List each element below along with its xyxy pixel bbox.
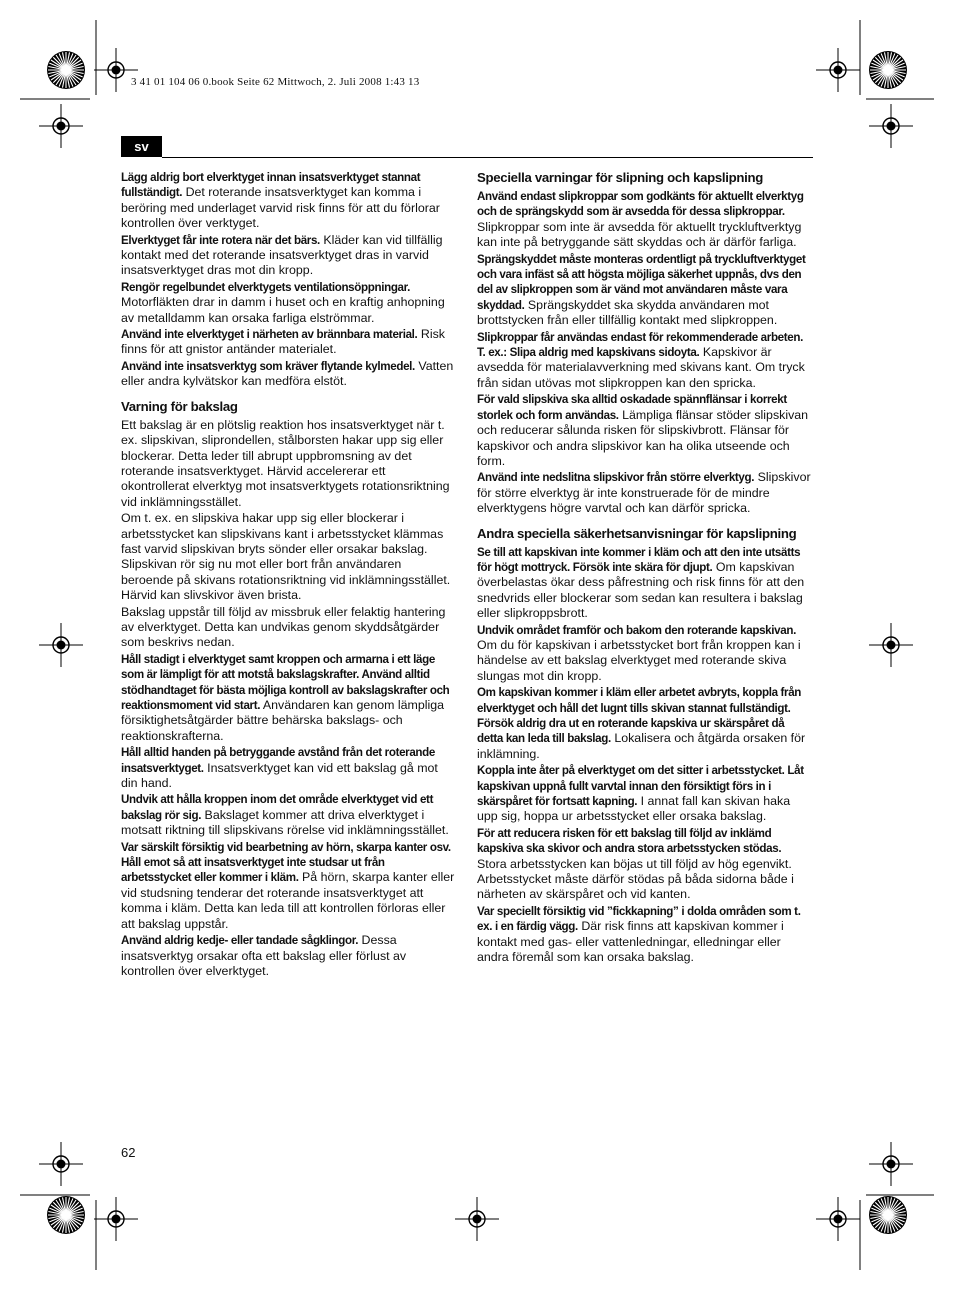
paragraph-bold-lead: Undvik att hålla kroppen inom det område elverktyget vid ett bakslag rör sig. — [121, 793, 434, 822]
paragraph — [121, 327, 457, 358]
right-column — [477, 170, 813, 967]
paragraph-text: Insatsverktyget kan vid ett bakslag gå mot din hand. — [121, 760, 438, 791]
paragraph-bold-lead: Lägg aldrig bort elverktyget innan insatsverktyget stannat fullständigt. — [121, 171, 421, 200]
paragraph — [121, 233, 457, 279]
paragraph-bold-lead: För att reducera risken för ett bakslag till följd av inklämd kapskiva ska skivor och andra stora arbetsstycken stödas. — [477, 826, 782, 856]
paragraph-bold-lead: Sprängskyddet måste monteras ordentligt på tryckluftverktyget och vara infäst så att högsta möjliga säkerhet uppnås, dvs den del av slipkroppen som är vänd mot användaren måste vara skyddad. — [477, 252, 806, 312]
paragraph-bold-lead: Håll alltid handen på betryggande avstånd från det roterande insatsverktyget. — [121, 746, 435, 775]
paragraph — [121, 933, 457, 979]
header-file-info: 3 41 01 104 06 0.book Seite 62 Mittwoch, 2. Juli 2008 1:43 13 — [131, 76, 420, 88]
paragraph — [121, 280, 457, 326]
paragraph-bold-lead: Var speciellt försiktig vid ”fickkapning” i dolda områden som t. ex. i en färdig vägg. — [477, 904, 801, 934]
paragraph — [121, 511, 457, 603]
section-heading: Speciella varningar för slipning och kapslipning — [477, 170, 764, 185]
paragraph-bold-lead: Se till att kapskivan inte kommer i kläm och att den inte utsätts för högt mottryck. Försök inte skära för djupt. — [477, 545, 801, 574]
paragraph-text: Vatten eller andra kylvätskor kan medföra elstöt. — [121, 358, 454, 389]
paragraph — [121, 840, 457, 932]
section-heading: Andra speciella säkerhetsanvisningar för kapslipning — [477, 525, 797, 541]
paragraph — [477, 470, 813, 516]
paragraph-bold-lead: Använd inte nedslitna slipskivor från större elverktyg. — [477, 471, 755, 485]
paragraph-text: Användaren kan genom lämpliga försiktighetsåtgärder bättre behärska bakslags- och reaktionskrafterna. — [121, 698, 445, 743]
paragraph — [477, 189, 813, 251]
paragraph — [477, 392, 813, 469]
paragraph-bold-lead: För vald slipskiva ska alltid oskadade spännflänsar i korrekt storlek och form användas. — [477, 393, 787, 422]
header-rule — [162, 157, 813, 158]
paragraph — [477, 904, 813, 966]
paragraph-text: Om kapskivan överbelastas ökar dess påfrestning och risk finns för att den snedvrids eller blockerar som sedan kan resultera i bakslag eller slipkroppsbrott. — [477, 559, 805, 621]
paragraph-text: På hörn, skarpa kanter eller vid studsning tenderar det roterande insatsverktyget att komma i kläm. Detta kan leda till att kontrollen förloras eller att bakslag uppstår. — [121, 870, 455, 931]
paragraph-text: Stora arbetsstycken kan böjas ut till följd av hög egenvikt. Arbetsstycket måste därför stödas på båda sidorna både i närheten av skärspåret och vid kanten. — [477, 856, 794, 902]
paragraph-text: Motorfläkten drar in damm i huset och en kraftig anhopning av metalldamm kan orsaka farliga elströmmar. — [121, 295, 445, 325]
paragraph-text: Ett bakslag är en plötslig reaktion hos insatsverktyget när t. ex. slipskivan, sliprondellen, stålborsten hakar upp sig eller blockerar. Detta leder till abrupt uppbromsning av det roterande insatsverktyget. Härvid accelererar ett okontrollerat elverktyg mot insatsverktygets rotationsriktning vid inklämningsstället. — [121, 417, 450, 509]
paragraph — [477, 685, 813, 762]
paragraph-text: Kläder kan vid tillfällig kontakt med det roterande insatsverktyget dras in varvid insatsverktyget dras mot din kropp. — [121, 232, 443, 278]
paragraph-text: Kapskivor är avsedda för materialavverkning med skivans kant. Om tryck från sidan utövas mot slipkroppen kan den spricka. — [477, 345, 805, 390]
paragraph-bold-lead: Använd inte insatsverktyg som kräver flytande kylmedel. — [121, 359, 415, 373]
paragraph-bold-lead: Slipkroppar får användas endast för rekommenderade arbeten. T. ex.: Slipa aldrig med kapskivans sidoyta. — [477, 330, 803, 360]
page-number: 62 — [121, 1145, 136, 1160]
paragraph — [121, 605, 457, 651]
paragraph-text: Där risk finns att kapskivan kommer i kontakt med gas- eller vattenledningar, elledningar eller andra föremål som kan orsaka bakslag. — [477, 919, 784, 965]
paragraph — [121, 418, 457, 510]
left-column — [121, 170, 457, 980]
paragraph-bold-lead: Använd inte elverktyget i närheten av brännbara material. — [121, 328, 418, 342]
paragraph-text: Sprängskyddet ska skydda användaren mot brottstycken från eller tillfällig kontakt med slipkroppen. — [477, 297, 778, 328]
paragraph — [121, 652, 457, 744]
paragraph — [121, 170, 457, 232]
paragraph-text: Dessa insatsverktyg orsakar ofta ett bakslag eller förlust av kontrollen över elverktyget. — [121, 933, 407, 978]
paragraph — [477, 252, 813, 329]
paragraph — [121, 745, 457, 791]
paragraph — [121, 359, 457, 390]
paragraph — [121, 792, 457, 838]
paragraph-bold-lead: Koppla inte åter på elverktyget om det sitter i arbetsstycket. Låt kapskivan uppnå fullt varvtal innan den försiktigt förs in i skärspåret för fortsatt kapning. — [477, 764, 804, 809]
paragraph-bold-lead: Håll stadigt i elverktyget samt kroppen och armarna i ett läge som är lämpligt för att motstå bakslagskrafter. Använd alltid stödhandtaget för bästa möjliga kontroll av bakslagskrafter och reaktionsmoment vid start. — [121, 652, 450, 712]
paragraph-text: Lämpliga flänsar stöder slipskivan och reducerar sålunda risken för slipskivbrott. Flänsar för kapskivor och andra slipskivor kan ha olika utseende och form. — [477, 407, 809, 468]
paragraph-bold-lead: Använd endast slipkroppar som godkänts för aktuellt elverktyg och de sprängskydd som är avsedda för dessa slipkroppar. — [477, 190, 804, 219]
paragraph — [477, 545, 813, 622]
paragraph-bold-lead: Elverktyget får inte rotera när det bärs. — [121, 233, 320, 247]
paragraph-text: Bakslag uppstår till följd av missbruk eller felaktig hantering av elverktyget. Detta kan undvikas genom skyddsåtgärder som beskrivs nedan. — [121, 604, 446, 650]
paragraph-bold-lead: Rengör regelbundet elverktygets ventilationsöppningar. — [121, 280, 411, 294]
paragraph-text: Om t. ex. en slipskiva hakar upp sig eller blockerar i arbetsstycket kan slipskivans kant i arbetsstycket klämmas fast varvid slipskivan bryts sönder eller orsakar bakslag. Slipskivan rör sig nu mot eller bort från användaren beroende på skivans rotationsriktning vid inklämningsstället. Härvid kan slivskivor även brista. — [121, 511, 451, 603]
paragraph-text: Lokalisera och åtgärda orsaken för inklämning. — [477, 731, 806, 761]
paragraph-bold-lead: Var särskilt försiktig vid bearbetning av hörn, skarpa kanter osv. Håll emot så att insatsverktyget inte studsar ut från arbetsstycket eller kommer i kläm. — [121, 840, 451, 885]
paragraph-text: I annat fall kan skivan haka upp sig, hoppa ur arbetsstycket eller orsaka bakslag. — [477, 794, 791, 824]
paragraph-text: Slipkroppar som inte är avsedda för aktuellt tryckluftverktyg kan inte på betryggande sätt skyddas och är därför farliga. — [477, 219, 802, 250]
paragraph — [477, 623, 813, 685]
paragraph — [477, 826, 813, 903]
paragraph-text: Om du för kapskivan i arbetsstycket bort från kroppen kan i händelse av ett bakslag elverktyget med roterande skiva slungas mot din kropp. — [477, 637, 801, 683]
section-heading: Varning för bakslag — [121, 398, 238, 414]
paragraph — [477, 763, 813, 825]
paragraph — [477, 330, 813, 392]
paragraph-bold-lead: Om kapskivan kommer i kläm eller arbetet avbryts, koppla från elverktyget och håll det lugnt tills skivan stannat fullständigt. Försök aldrig dra ut en roterande kapskiva ur skärspåret då detta kan leda till bakslag. — [477, 686, 802, 746]
paragraph-bold-lead: Använd aldrig kedje- eller tandade sågklingor. — [121, 934, 359, 948]
paragraph-text: Bakslaget kommer att driva elverktyget i motsatt riktning till slipskivans rörelse vid inklämningsstället. — [121, 807, 449, 838]
paragraph-text: Risk finns för att gnistor antänder materialet. — [121, 327, 445, 357]
paragraph-text: Slipskivor för större elverktyg är inte konstruerade för de mindre elverktygens högre varvtal och kan därför spricka. — [477, 470, 811, 516]
language-badge: sv — [121, 136, 162, 157]
paragraph-text: Det roterande insatsverktyget kan komma i beröring med underlaget varvid risk finns för att du förlorar kontrollen över verktyget. — [121, 185, 440, 231]
paragraph-bold-lead: Undvik området framför och bakom den roterande kapskivan. — [477, 623, 796, 637]
